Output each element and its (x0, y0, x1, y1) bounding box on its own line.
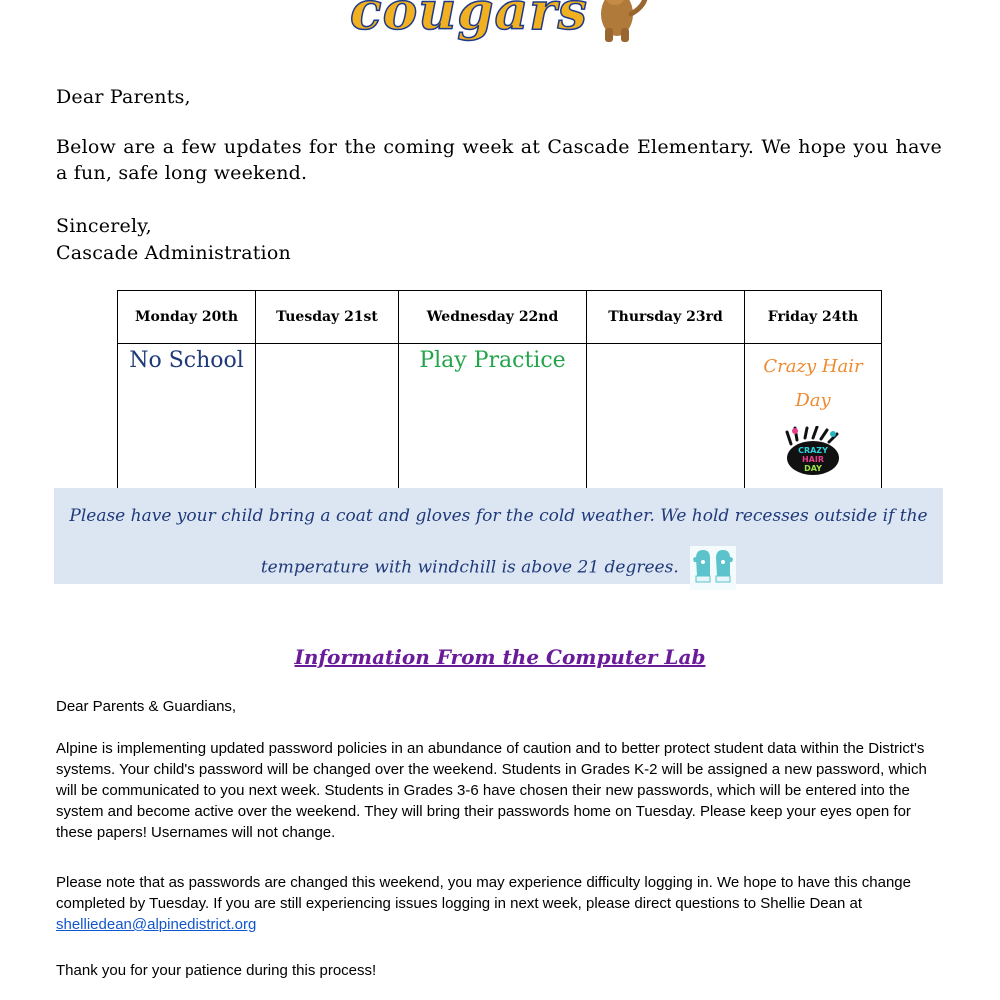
letter-greeting: Dear Parents, (56, 86, 191, 108)
week-calendar-table (117, 290, 882, 489)
crazy-icon-text-1: CRAZY (798, 446, 828, 455)
computer-lab-thanks: Thank you for your patience during this process! (56, 962, 377, 979)
day-header-wednesday: Wednesday 22nd (399, 291, 587, 344)
crazy-icon-text-3: DAY (804, 464, 822, 473)
crazy-icon-text-2: HAIR (801, 455, 825, 464)
computer-lab-paragraph2-text: Please note that as passwords are changed this weekend, you may experience difficulty logging in. We hope to have this change completed by Tuesday. If you are still experiencing issues logging in next week, please direct questions to Shellie Dean at (56, 874, 911, 912)
computer-lab-title: Information From the Computer Lab (294, 645, 706, 669)
letter-intro: Below are a few updates for the coming week at Cascade Elementary. We hope you have a fun, safe long weekend. (56, 136, 942, 184)
cougar-mascot-icon (585, 0, 655, 44)
computer-lab-paragraph2 (56, 872, 946, 935)
logo-text: cougars (350, 0, 588, 42)
calendar-events-row (118, 344, 882, 489)
email-link[interactable]: shelliedean@alpinedistrict.org (56, 916, 257, 933)
tuesday-cell (256, 344, 399, 489)
mittens-icon (690, 546, 736, 590)
computer-lab-greeting: Dear Parents & Guardians, (56, 698, 237, 715)
day-header-friday: Friday 24th (745, 291, 882, 344)
calendar-header-row (118, 291, 882, 344)
event-crazy-hair-day (745, 350, 881, 418)
weather-note-line1: Please have your child bring a coat and gloves for the cold weather. We hold recesses outside if the (69, 506, 928, 526)
day-header-thursday: Thursday 23rd (587, 291, 745, 344)
day-header-tuesday: Tuesday 21st (256, 291, 399, 344)
computer-lab-paragraph1: Alpine is implementing updated password policies in an abundance of caution and to better protect student data within the District's systems. Your child's password will be changed over the weekend. Students in Grades K-2 will be assigned a new password, which will be communicated to you next week. Students in Grades 3-6 have chosen their new passwords, which will be entered into the system and become active over the weekend. They will bring their passwords home on Tuesday. Please keep your eyes open for these papers! Usernames will not change. (56, 740, 927, 841)
event-crazy-hair-line1: Crazy Hair (763, 356, 863, 377)
monday-cell (118, 344, 256, 489)
school-logo (330, 0, 660, 54)
event-crazy-hair-line2: Day (795, 390, 831, 411)
wednesday-cell (399, 344, 587, 489)
letter-signature: Cascade Administration (56, 242, 291, 264)
weather-note-banner (54, 488, 943, 584)
weather-note-line2: temperature with windchill is above 21 degrees. (260, 557, 679, 578)
weather-note-line2-wrap (54, 546, 943, 590)
day-header-monday: Monday 20th (118, 291, 256, 344)
thursday-cell (587, 344, 745, 489)
friday-cell (745, 344, 882, 489)
letter-closing: Sincerely, (56, 215, 152, 237)
event-play-practice: Play Practice (419, 348, 566, 373)
crazy-hair-day-icon (783, 426, 843, 478)
event-no-school: No School (129, 348, 244, 373)
